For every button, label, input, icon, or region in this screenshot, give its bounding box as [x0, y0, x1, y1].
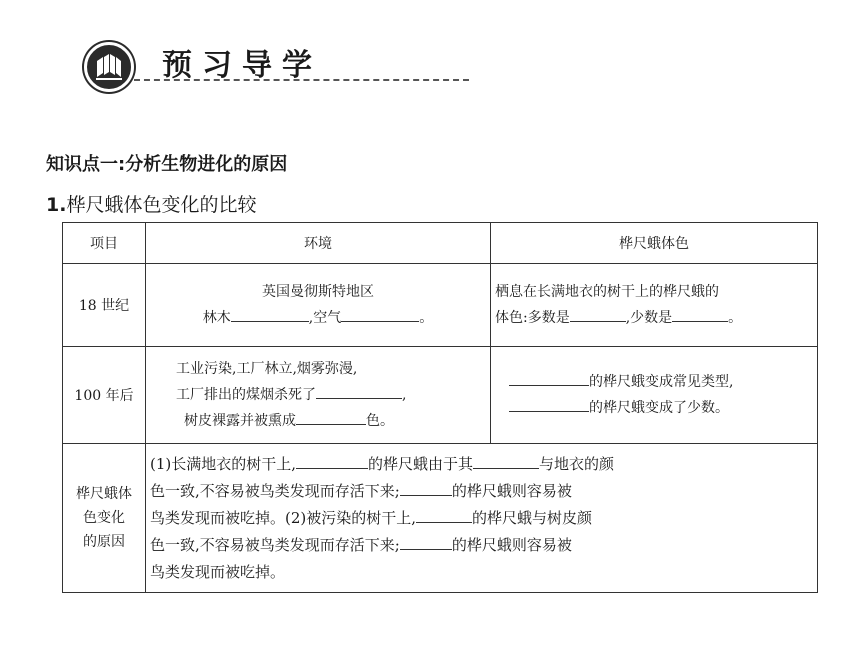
book-badge-icon [84, 42, 134, 92]
reason-cell [146, 444, 818, 593]
cell-text: 。 [728, 310, 743, 326]
sub-heading-number: 1. [46, 194, 67, 216]
cell-text: 的桦尺蛾与树皮颜 [472, 508, 593, 527]
fill-blank[interactable] [509, 395, 589, 412]
cell-text: 林木 [202, 310, 231, 326]
sub-heading [46, 190, 256, 217]
comparison-table [62, 222, 818, 593]
environment-cell [146, 347, 491, 444]
cell-text-line [150, 408, 486, 434]
header-dashed-divider [134, 79, 469, 81]
fill-blank[interactable] [296, 452, 368, 469]
cell-text: (1)长满地衣的树干上, [150, 454, 297, 473]
cell-text: 工厂排出的煤烟杀死了 [176, 387, 316, 403]
cell-text: 的桦尺蛾由于其 [368, 454, 474, 473]
fill-blank[interactable] [509, 369, 589, 386]
cell-text: 的桦尺蛾则容易被 [451, 535, 572, 554]
cell-text: 。 [419, 310, 434, 326]
cell-text-line [495, 305, 813, 331]
cell-text: ,空气 [308, 310, 342, 326]
cell-text: 树皮裸露并被熏成 [184, 413, 296, 429]
reason-line [150, 478, 813, 505]
header-cell-body-color: 桦尺蛾体色 [491, 223, 818, 264]
cell-text: 栖息在长满地衣的树干上的桦尺蛾的 [495, 284, 719, 300]
row-label [63, 444, 146, 593]
sub-heading-text: 桦尺蛾体色变化的比较 [66, 194, 257, 216]
table-header-row [63, 223, 818, 264]
cell-text: 的桦尺蛾变成常见类型, [589, 374, 734, 390]
row-label-line: 桦尺蛾体 [76, 486, 132, 502]
cell-text: 色一致,不容易被鸟类发现而存活下来; [150, 481, 400, 500]
environment-cell [146, 264, 491, 347]
header-cell-environment: 环境 [146, 223, 491, 264]
row-label-line: 的原因 [83, 534, 125, 550]
body-color-cell [491, 264, 818, 347]
cell-text: 体色:多数是 [495, 310, 570, 326]
cell-text: 英国曼彻斯特地区 [262, 284, 374, 300]
section-heading: 知识点一:分析生物进化的原因 [46, 154, 288, 175]
cell-text: , [402, 387, 407, 403]
cell-text: 工业污染,工厂林立,烟雾弥漫, [176, 361, 358, 377]
cell-text-line [150, 382, 486, 408]
cell-text: ,少数是 [625, 310, 673, 326]
reason-line [150, 505, 813, 532]
reason-line [150, 451, 813, 478]
reason-line: 鸟类发现而被吃掉。 [150, 562, 286, 581]
row-label-line: 色变化 [83, 510, 125, 526]
table-row [63, 264, 818, 347]
fill-blank[interactable] [416, 506, 472, 523]
fill-blank[interactable] [400, 533, 452, 550]
cell-text: 的桦尺蛾则容易被 [451, 481, 572, 500]
cell-text: 的桦尺蛾变成了少数。 [589, 400, 729, 416]
fill-blank[interactable] [316, 382, 402, 399]
cell-text-line [495, 369, 813, 395]
fill-blank[interactable] [473, 452, 539, 469]
fill-blank[interactable] [672, 305, 728, 322]
cell-text: 色一致,不容易被鸟类发现而存活下来; [150, 535, 400, 554]
table-row [63, 347, 818, 444]
fill-blank[interactable] [341, 305, 419, 322]
section-header [84, 38, 464, 94]
fill-blank[interactable] [231, 305, 309, 322]
cell-text: 色。 [366, 413, 394, 429]
row-label: 100 年后 [63, 347, 146, 444]
cell-text-line [495, 395, 813, 421]
cell-text: 鸟类发现而被吃掉。(2)被污染的树干上, [150, 508, 417, 527]
row-label: 18 世纪 [63, 264, 146, 347]
header-cell-item: 项目 [63, 223, 146, 264]
fill-blank[interactable] [296, 408, 366, 425]
table-row [63, 444, 818, 593]
cell-text-line [150, 305, 486, 331]
header-title: 预习导学 [162, 48, 322, 83]
cell-text: 与地衣的颜 [539, 454, 615, 473]
fill-blank[interactable] [570, 305, 626, 322]
body-color-cell [491, 347, 818, 444]
fill-blank[interactable] [400, 479, 452, 496]
reason-line [150, 532, 813, 559]
